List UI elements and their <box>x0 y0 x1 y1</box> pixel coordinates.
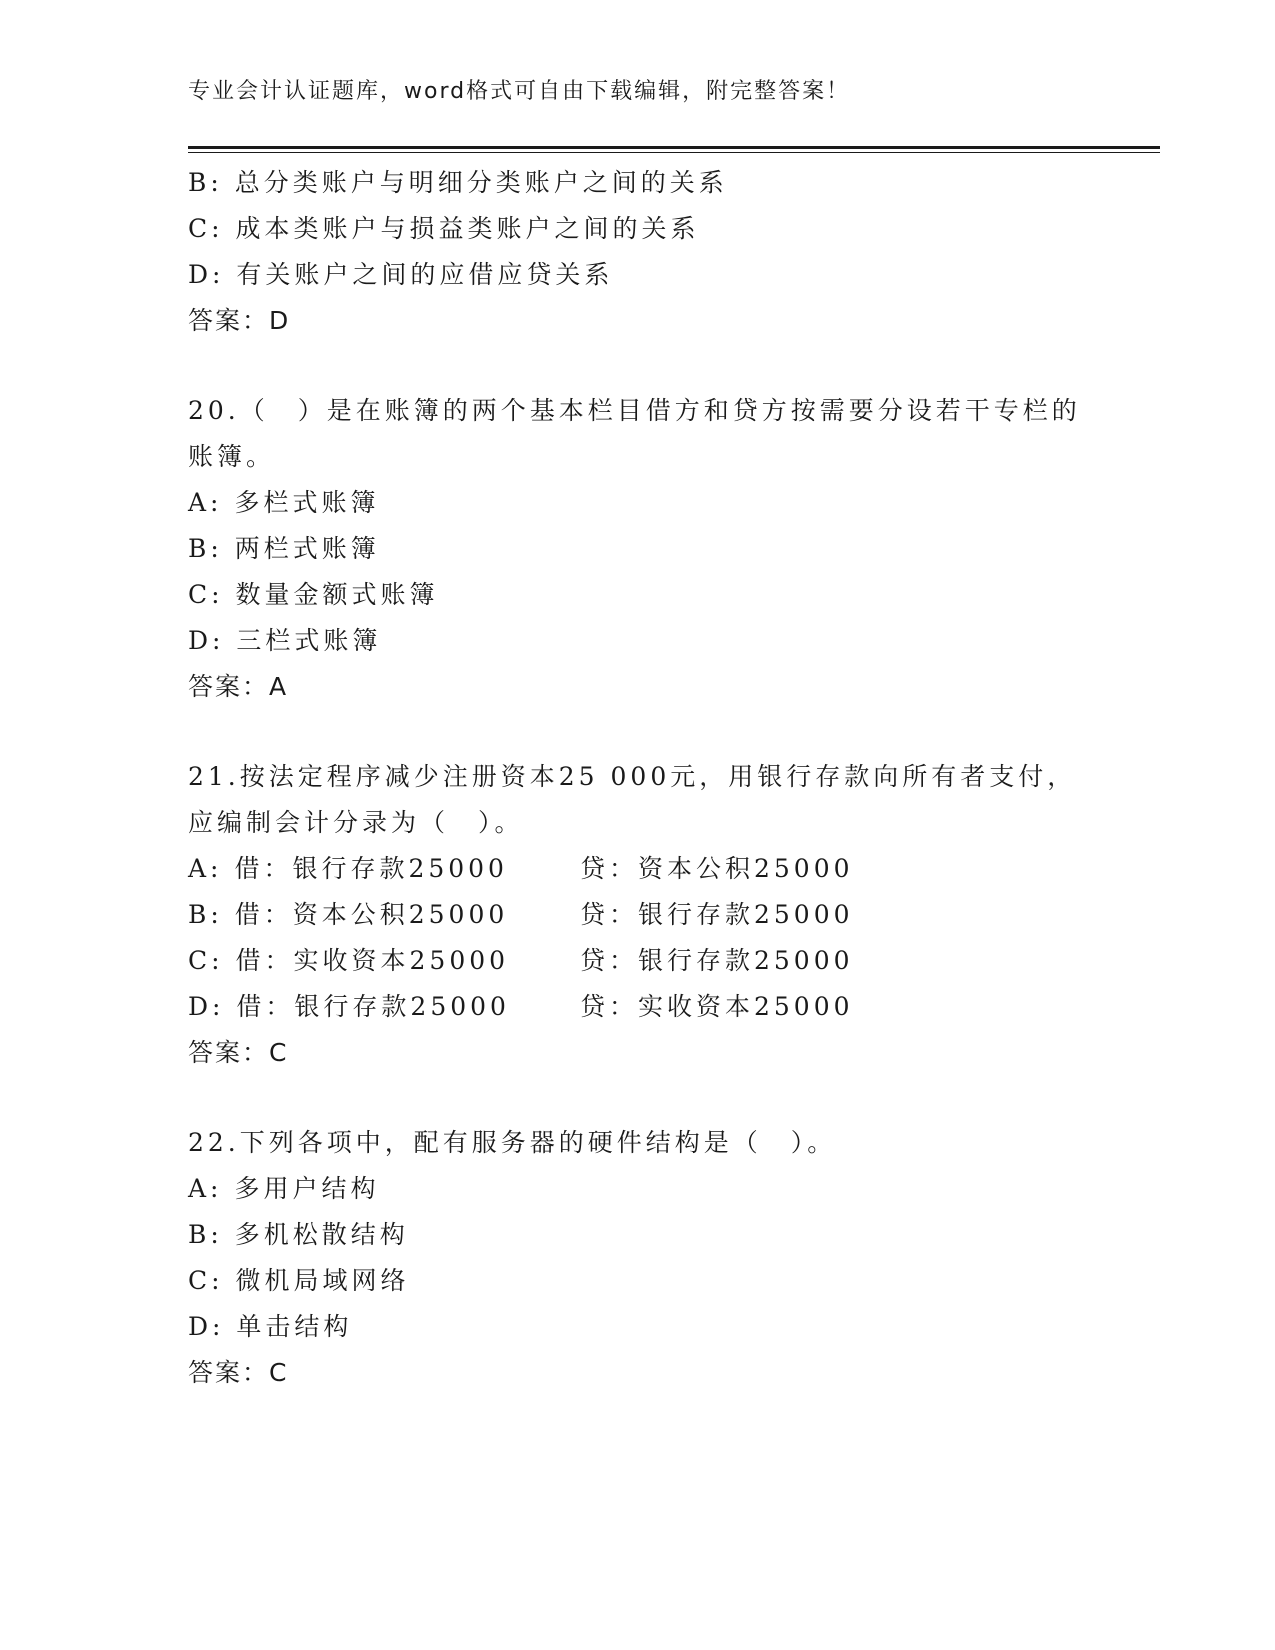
option: A: 多栏式账簿 <box>188 488 380 517</box>
option: B: 两栏式账簿 <box>188 534 380 563</box>
question-stem: 22.下列各项中，配有服务器的硬件结构是（ ）。 <box>188 1128 837 1157</box>
question-content <box>188 160 1128 1396</box>
option: D: 有关账户之间的应借应贷关系 <box>188 260 614 289</box>
question-stem: 20.（ ）是在账簿的两个基本栏目借方和贷方按需要分设若干专栏的 <box>188 396 1081 425</box>
header-divider <box>188 146 1160 149</box>
option: C: 借：实收资本25000 贷：银行存款25000 <box>188 946 854 975</box>
option: D: 借：银行存款25000 贷：实收资本25000 <box>188 992 854 1021</box>
option: B: 借：资本公积25000 贷：银行存款25000 <box>188 900 854 929</box>
option: B: 总分类账户与明细分类账户之间的关系 <box>188 168 728 197</box>
option: D: 单击结构 <box>188 1312 353 1341</box>
answer: 答案：C <box>188 1038 289 1067</box>
option: C: 微机局域网络 <box>188 1266 410 1295</box>
answer: 答案：D <box>188 306 291 335</box>
question-stem: 21.按法定程序减少注册资本25 000元，用银行存款向所有者支付， <box>188 762 1077 791</box>
option: B: 多机松散结构 <box>188 1220 409 1249</box>
option: A: 多用户结构 <box>188 1174 380 1203</box>
header-divider-thin <box>188 152 1160 153</box>
answer: 答案：C <box>188 1358 289 1387</box>
answer: 答案：A <box>188 672 289 701</box>
option: C: 数量金额式账簿 <box>188 580 439 609</box>
option: C: 成本类账户与损益类账户之间的关系 <box>188 214 700 243</box>
question-stem: 账簿。 <box>188 442 276 471</box>
option: D: 三栏式账簿 <box>188 626 382 655</box>
page-header: 专业会计认证题库，word格式可自由下载编辑，附完整答案！ <box>188 79 851 104</box>
question-stem: 应编制会计分录为（ ）。 <box>188 808 524 837</box>
option: A: 借：银行存款25000 贷：资本公积25000 <box>188 854 854 883</box>
